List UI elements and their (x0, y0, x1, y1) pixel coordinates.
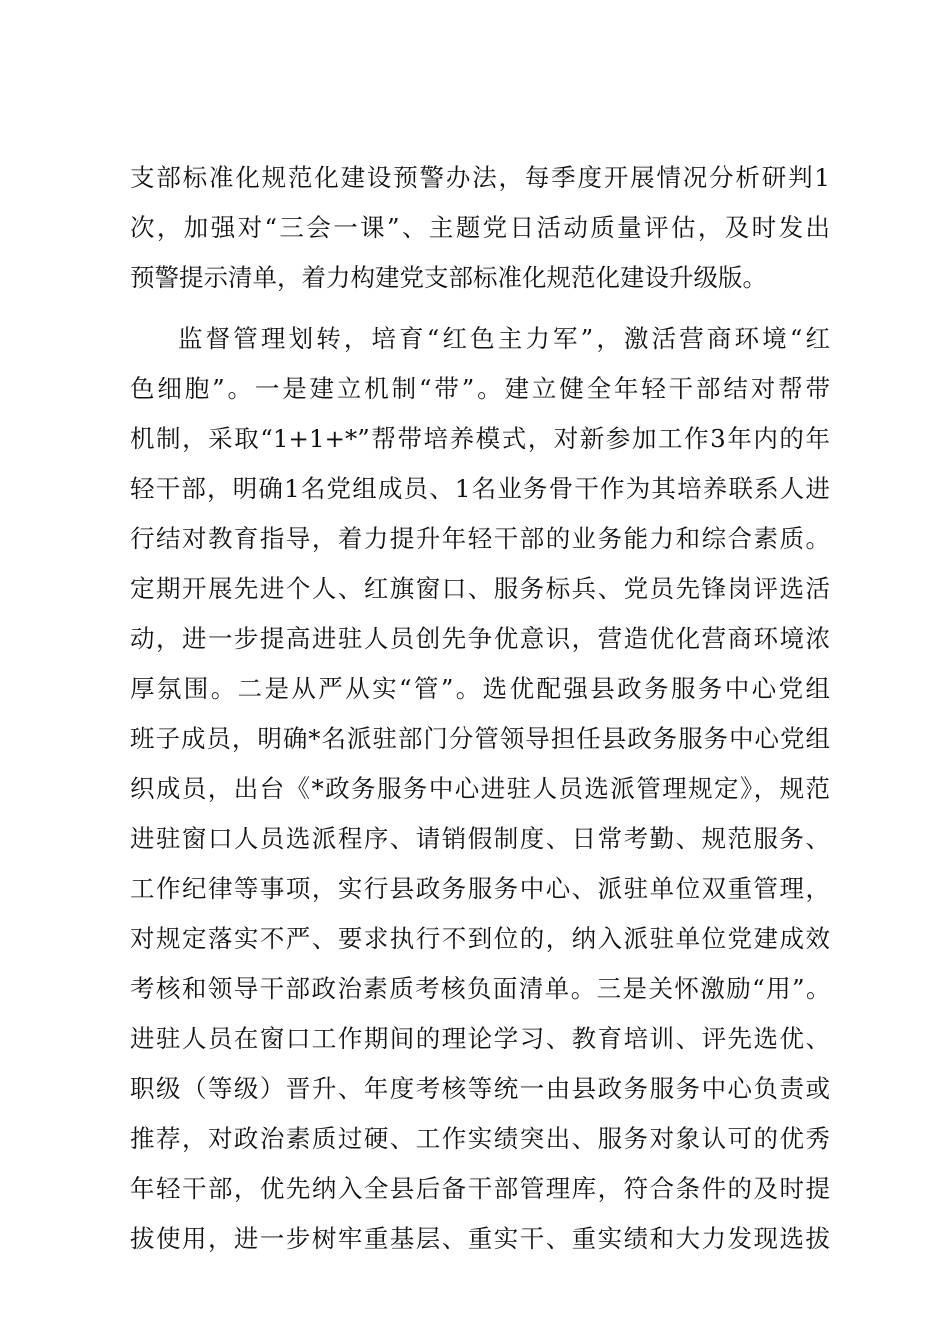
paragraph-line: 支部标准化规范化建设预警办法，每季度开展情况分析研判1 (130, 163, 830, 192)
paragraph-line: 预警提示清单，着力构建党支部标准化规范化建设升级版。 (130, 263, 767, 292)
paragraph-line: 次，加强对“三会一课”、主题党日活动质量评估，及时发出 (130, 213, 830, 242)
paragraph-line: 进驻窗口人员选派程序、请销假制度、日常考勤、规范服务、 (130, 824, 830, 853)
paragraph-line: 动，进一步提高进驻人员创先争优意识，营造优化营商环境浓 (130, 624, 830, 653)
paragraph-line: 工作纪律等事项，实行县政务服务中心、派驻单位双重管理， (130, 874, 830, 903)
paragraph-line: 对规定落实不严、要求执行不到位的，纳入派驻单位党建成效 (130, 924, 830, 953)
paragraph-line: 年轻干部，优先纳入全县后备干部管理库，符合条件的及时提 (130, 1174, 830, 1203)
paragraph-line: 厚氛围。二是从严从实“管”。选优配强县政务服务中心党组 (130, 674, 830, 703)
paragraph-line: 定期开展先进个人、红旗窗口、服务标兵、党员先锋岗评选活 (130, 574, 830, 603)
paragraph-line: 拔使用，进一步树牢重基层、重实干、重实绩和大力发现选拔 (130, 1224, 830, 1253)
paragraph-line: 推荐，对政治素质过硬、工作实绩突出、服务对象认可的优秀 (130, 1124, 830, 1153)
paragraph-line: 机制，采取“1+1+*”帮带培养模式，对新参加工作3年内的年 (130, 424, 830, 453)
paragraph-line: 班子成员，明确*名派驻部门分管领导担任县政务服务中心党组 (130, 724, 830, 753)
paragraph-line: 进驻人员在窗口工作期间的理论学习、教育培训、评先选优、 (130, 1024, 830, 1053)
paragraph-line: 考核和领导干部政治素质考核负面清单。三是关怀激励“用”。 (130, 974, 830, 1003)
paragraph-line: 行结对教育指导，着力提升年轻干部的业务能力和综合素质。 (130, 524, 830, 553)
paragraph-line: 监督管理划转，培育“红色主力军”，激活营商环境“红 (178, 324, 830, 353)
paragraph-line: 轻干部，明确1名党组成员、1名业务骨干作为其培养联系人进 (130, 474, 830, 503)
paragraph-line: 织成员，出台《*政务服务中心进驻人员选派管理规定》，规范 (130, 774, 830, 803)
paragraph-line: 职级（等级）晋升、年度考核等统一由县政务服务中心负责或 (130, 1074, 830, 1103)
paragraph-line: 色细胞”。一是建立机制“带”。建立健全年轻干部结对帮带 (130, 374, 830, 403)
